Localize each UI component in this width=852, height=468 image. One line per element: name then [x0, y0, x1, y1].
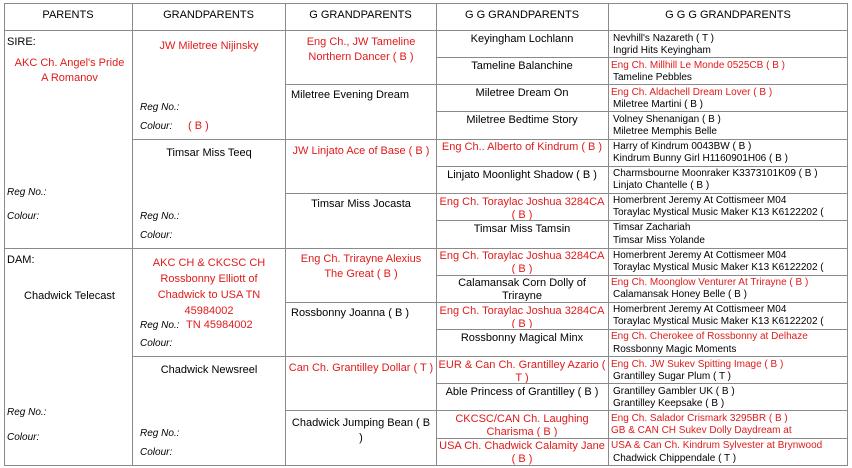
grandparent-1[interactable]: JW Miletree Nijinsky	[159, 40, 259, 52]
header-ggg-grandparents: G G G GRANDPARENTS	[665, 9, 791, 21]
sire-colour-label: Colour:	[7, 211, 40, 222]
gg-grandparent-15[interactable]: CKCSC/CAN Ch. Laughing Charisma ( B )	[455, 413, 589, 437]
ggg-grandparent-28[interactable]: Grantilley Keepsake ( B )	[613, 398, 725, 409]
header-grandparents: GRANDPARENTS	[163, 9, 254, 21]
ggg-grandparent-5[interactable]: Eng Ch. Aldachell Dream Lover ( B )	[611, 87, 773, 98]
gg-grandparent-4[interactable]: Miletree Bedtime Story	[466, 114, 578, 126]
gg-grandparent-14[interactable]: Able Princess of Grantilley ( B )	[445, 386, 599, 398]
g-grandparent-1[interactable]: Eng Ch., JW Tameline Northern Dancer ( B )	[306, 36, 416, 63]
ggg-grandparent-29[interactable]: Eng Ch. Salador Crismark 3295BR ( B )	[611, 413, 788, 424]
g-grandparent-5[interactable]: Eng Ch. Trirayne Alexius The Great ( B )	[300, 253, 422, 280]
ggg-grandparent-2[interactable]: Ingrid Hits Keyingham	[613, 45, 711, 56]
ggg-grandparent-10[interactable]: Kindrum Bunny Girl H1160901H06 ( B )	[613, 153, 788, 164]
gg-grandparent-5[interactable]: Eng Ch.. Alberto of Kindrum ( B )	[441, 141, 603, 153]
gg-grandparent-11[interactable]: Eng Ch. Toraylac Joshua 3284CA ( B )	[439, 305, 605, 328]
gp3-colour-label: Colour:	[140, 338, 173, 349]
dam-reg-label: Reg No.:	[7, 407, 47, 418]
gp3-reg-value: TN 45984002	[186, 319, 253, 331]
ggg-grandparent-15[interactable]: Timsar Zachariah	[613, 222, 691, 233]
gg-grandparent-6[interactable]: Linjato Moonlight Shadow ( B )	[447, 169, 597, 181]
sire-reg-label: Reg No.:	[7, 187, 47, 198]
ggg-grandparent-26[interactable]: Grantilley Sugar Plum ( T )	[613, 371, 732, 382]
gp1-reg-label: Reg No.:	[140, 102, 180, 113]
ggg-grandparent-21[interactable]: Homerbrent Jeremy At Cottismeer M04	[613, 304, 787, 315]
grandparent-2[interactable]: Timsar Miss Teeq	[166, 147, 252, 159]
ggg-grandparent-12[interactable]: Linjato Chantelle ( B )	[613, 180, 710, 191]
ggg-grandparent-25[interactable]: Eng Ch. JW Sukev Spitting Image ( B )	[611, 359, 784, 370]
ggg-grandparent-24[interactable]: Rossbonny Magic Moments	[613, 344, 737, 355]
ggg-grandparent-18[interactable]: Toraylac Mystical Music Maker K13 K6122202 (	[613, 262, 824, 273]
g-grandparent-7[interactable]: Can Ch. Grantilley Dollar ( T )	[288, 362, 434, 374]
g-grandparent-8[interactable]: Chadwick Jumping Bean ( B )	[291, 417, 431, 444]
ggg-grandparent-22[interactable]: Toraylac Mystical Music Maker K13 K6122202 (	[613, 316, 824, 327]
gg-grandparent-10[interactable]: Calamansak Corn Dolly of Trirayne	[458, 277, 586, 301]
ggg-grandparent-7[interactable]: Volney Shenanigan ( B )	[613, 114, 721, 125]
ggg-grandparent-31[interactable]: USA & Can Ch. Kindrum Sylvester at Brynwood	[611, 440, 823, 451]
g-grandparent-2[interactable]: Miletree Evening Dream	[291, 89, 409, 101]
ggg-grandparent-8[interactable]: Miletree Memphis Belle	[613, 126, 717, 137]
g-grandparent-4[interactable]: Timsar Miss Jocasta	[311, 198, 411, 210]
ggg-grandparent-30[interactable]: GB & CAN CH Sukev Dolly Daydream at	[611, 425, 792, 436]
ggg-grandparent-19[interactable]: Eng Ch. Moonglow Venturer At Trirayne ( B )	[611, 277, 809, 288]
ggg-grandparent-1[interactable]: Nevhill's Nazareth ( T )	[613, 33, 715, 44]
gp4-colour-label: Colour:	[140, 447, 173, 458]
gg-grandparent-2[interactable]: Tameline Balanchine	[471, 60, 573, 72]
gg-grandparent-3[interactable]: Miletree Dream On	[475, 87, 569, 99]
ggg-grandparent-17[interactable]: Homerbrent Jeremy At Cottismeer M04	[613, 250, 787, 261]
gp1-colour-value: ( B )	[188, 120, 209, 132]
dam-colour-label: Colour:	[7, 432, 40, 443]
ggg-grandparent-23[interactable]: Eng Ch. Cherokee of Rossbonny at Delhaze	[611, 331, 808, 342]
sire-name[interactable]: AKC Ch. Angel's Pride A Romanov	[14, 57, 125, 84]
ggg-grandparent-16[interactable]: Timsar Miss Yolande	[613, 235, 705, 246]
header-parents: PARENTS	[42, 9, 94, 21]
gg-grandparent-12[interactable]: Rossbonny Magical Minx	[460, 332, 584, 344]
gp2-reg-label: Reg No.:	[140, 211, 180, 222]
grandparent-3[interactable]: AKC CH & CKCSC CH Rossbonny Elliott of Chadwick to USA TN 45984002	[152, 257, 266, 317]
dam-label: DAM:	[7, 254, 35, 266]
g-grandparent-6[interactable]: Rossbonny Joanna ( B )	[291, 307, 410, 319]
gp1-colour-label: Colour:	[140, 121, 173, 132]
gg-grandparent-16[interactable]: USA Ch. Chadwick Calamity Jane ( B )	[439, 440, 605, 465]
ggg-grandparent-4[interactable]: Tameline Pebbles	[613, 72, 692, 83]
gg-grandparent-13[interactable]: EUR & Can Ch. Grantilley Azario ( T )	[438, 359, 606, 383]
ggg-grandparent-13[interactable]: Homerbrent Jeremy At Cottismeer M04	[613, 195, 787, 206]
sire-label: SIRE:	[7, 36, 36, 48]
gg-grandparent-1[interactable]: Keyingham Lochlann	[470, 33, 574, 45]
ggg-grandparent-6[interactable]: Miletree Martini ( B )	[613, 99, 704, 110]
g-grandparent-3[interactable]: JW Linjato Ace of Base ( B )	[292, 145, 430, 157]
gp2-colour-label: Colour:	[140, 230, 173, 241]
ggg-grandparent-20[interactable]: Calamansak Honey Belle ( B )	[613, 289, 747, 300]
ggg-grandparent-3[interactable]: Eng Ch. Millhill Le Monde 0525CB ( B )	[611, 60, 785, 71]
gg-grandparent-9[interactable]: Eng Ch. Toraylac Joshua 3284CA ( B )	[439, 250, 605, 274]
ggg-grandparent-14[interactable]: Toraylac Mystical Music Maker K13 K6122202 (	[613, 207, 824, 218]
header-gg-grandparents: G G GRANDPARENTS	[464, 9, 580, 21]
ggg-grandparent-32[interactable]: Chadwick Chippendale ( T )	[613, 453, 737, 464]
ggg-grandparent-11[interactable]: Charmsbourne Moonraker K3373101K09 ( B )	[613, 168, 818, 179]
ggg-grandparent-27[interactable]: Grantilley Gambler UK ( B )	[613, 386, 735, 397]
gp3-reg-label: Reg No.:	[140, 320, 180, 331]
gp4-reg-label: Reg No.:	[140, 428, 180, 439]
gg-grandparent-7[interactable]: Eng Ch. Toraylac Joshua 3284CA ( B )	[439, 196, 605, 220]
header-g-grandparents: G GRANDPARENTS	[309, 9, 412, 21]
ggg-grandparent-9[interactable]: Harry of Kindrum 0043BW ( B )	[613, 141, 752, 152]
gg-grandparent-8[interactable]: Timsar Miss Tamsin	[473, 223, 571, 235]
dam-name[interactable]: Chadwick Telecast	[24, 290, 115, 302]
grandparent-4[interactable]: Chadwick Newsreel	[160, 364, 258, 376]
